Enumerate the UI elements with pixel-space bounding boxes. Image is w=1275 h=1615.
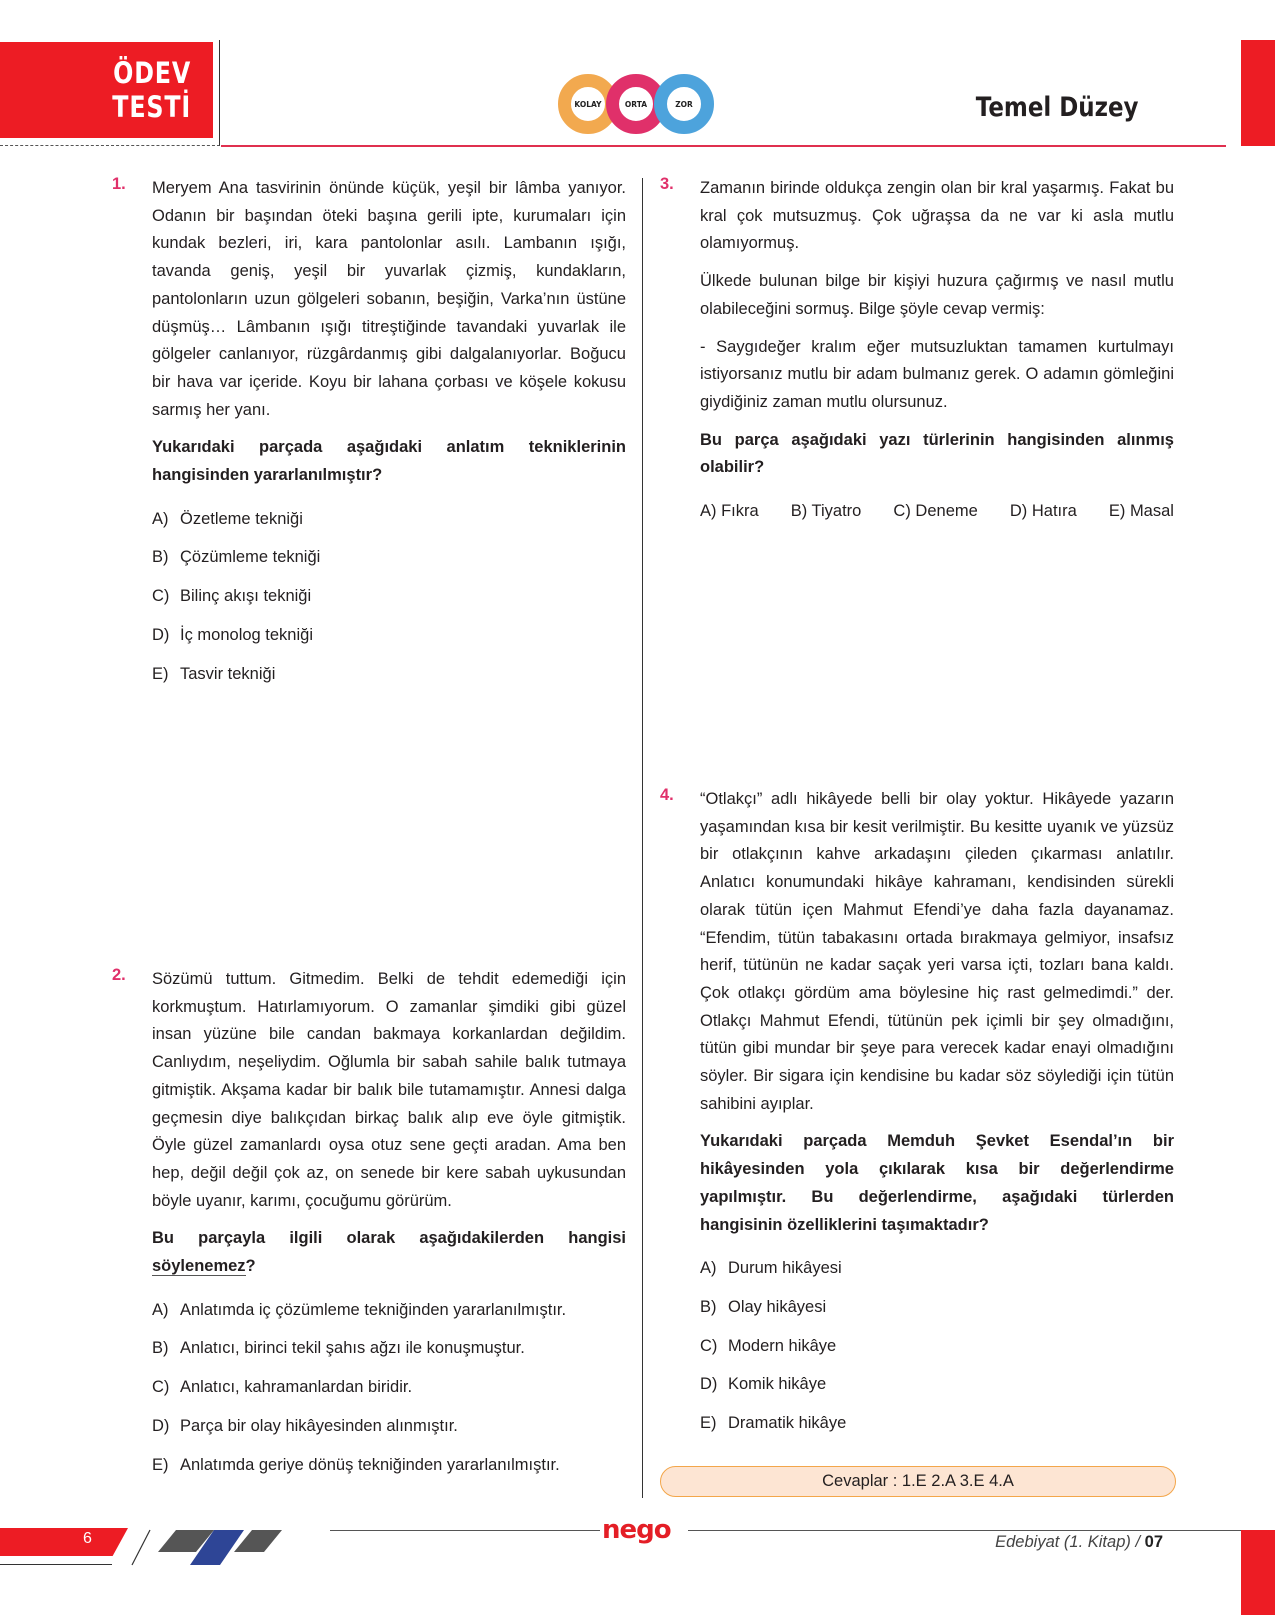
options-row (700, 498, 1174, 526)
difficulty-ring-hard: ZOR (654, 74, 714, 134)
option-e[interactable]: E) Masal (1108, 502, 1174, 521)
header-divider (221, 145, 1226, 147)
option-c[interactable]: C) Deneme (893, 502, 978, 521)
column-divider (642, 178, 643, 1498)
question-stem: Bu parçayla ilgili olarak aşağıdakilerden hangisi söylenemez? (152, 1229, 626, 1276)
question-passage: Meryem Ana tasvirinin önünde küçük, yeşil bir lâmba yanıyor. Odanın bir başından öteki başına gerili ipte, kurumaları için kundak bezleri, iri, kara pantolonlar asılı. Lambanın ışığı, tavanda geniş, yeşil bir yuvarlak çizmiş, kundakların, pantolonların uzun gölgeleri sobanın, beşiğin, Varka’nın üstüne düşmüş… Lâmbanın ışığı titreştiğinde tavandaki yuvarlak ile gölgeler canlanıyor, rüzgârdanmış gibi dalgalanıyorlar. Boğucu bir hava var içeride. Koyu bir lahana çorbası ve köşele kokusu sarmış her yanı. (152, 179, 626, 419)
option-d[interactable]: D) Komik hikâye (700, 1375, 827, 1394)
option-b[interactable]: B) Tiyatro (790, 502, 862, 521)
footer-page-tab (0, 1528, 128, 1556)
option-d[interactable]: D) Parça bir olay hikâyesinden alınmıştır. (152, 1416, 458, 1435)
question-number: 3. (660, 175, 674, 193)
option-d[interactable]: D) İç monolog tekniği (152, 625, 313, 644)
publisher-logo: nego (602, 1515, 671, 1545)
question-3 (700, 175, 1174, 526)
option-e[interactable]: E) Dramatik hikâye (700, 1414, 847, 1433)
difficulty-ring-easy: KOLAY (558, 74, 618, 134)
question-number: 1. (112, 175, 126, 193)
question-passage: “Otlakçı” adlı hikâyede belli bir olay yoktur. Hikâyede yazarın yaşamından kısa bir kesit verilmiştir. Bu kesitte uyanık ve yüzsüz bir otlakçının kahve arkadaşını çileden çıkarması anlatılır. Anlatıcı konumundaki hikâye kahramanı, kendisinden sürekli olarak tütün içen Mahmut Efendi’ye daha fazla dayanamaz. “Efendim, tütün tabakasını ortada bırakmaya gelmiyor, insafsız herif, tütünün ne kadar saçak yeri varsa içti, tozları bana kaldı. Çok otlakçı gördüm ama böylesine hiç rast gelmedimdi.” der. Otlakçı Mahmut Efendi, tütünün pek içimli bir şey olmadığını, tütün gibi mundar bir şeye para verecek kadar enayi olmadığını söyler. Bir sigara için kendisine bu kadar söz söylediği için tütün sahibini ayıplar. (700, 790, 1174, 1113)
question-number: 4. (660, 786, 674, 804)
question-passage: - Saygıdeğer kralım eğer mutsuzluktan tamamen kurtulmayı istiyorsanız mutlu bir adam bulmanız gerek. O adamın gömleğini giydiğiniz zaman mutlu olursunuz. (700, 337, 1174, 411)
book-label: Edebiyat (1. Kitap) / 07 (995, 1533, 1163, 1551)
footer-stripes-icon (110, 1528, 340, 1568)
badge-title: ÖDEV TESTİ (112, 56, 191, 124)
option-b[interactable]: B) Anlatıcı, birinci tekil şahıs ağzı ile konuşmuştur. (152, 1339, 525, 1358)
option-e[interactable]: E) Anlatımda geriye dönüş tekniğinden yararlanılmıştır. (152, 1455, 560, 1474)
option-d[interactable]: D) Hatıra (1009, 502, 1077, 521)
footer-rule (330, 1530, 600, 1531)
option-c[interactable]: C) Bilinç akışı tekniği (152, 587, 312, 606)
option-b[interactable]: B) Çözümleme tekniği (152, 548, 321, 567)
option-a[interactable]: A) Durum hikâyesi (700, 1259, 842, 1278)
option-e[interactable]: E) Tasvir tekniği (152, 664, 276, 683)
option-c[interactable]: C) Anlatıcı, kahramanlardan biridir. (152, 1378, 413, 1397)
answer-key: Cevaplar : 1.E 2.A 3.E 4.A (660, 1466, 1176, 1497)
question-4 (700, 786, 1174, 1449)
option-b[interactable]: B) Olay hikâyesi (700, 1297, 827, 1316)
question-passage: Zamanın birinde oldukça zengin olan bir kral yaşarmış. Fakat bu kral çok mutsuzmuş. Çok uğraşsa da ne var ki asla mutlu olamıyormuş. (700, 179, 1174, 253)
difficulty-ring-medium: ORTA (606, 74, 666, 134)
option-a[interactable]: A) Özetleme tekniği (152, 509, 303, 528)
question-1 (152, 175, 626, 699)
level-title: Temel Düzey (976, 92, 1139, 123)
footer-baseline (0, 1564, 112, 1565)
header-corner-tab (1241, 40, 1275, 146)
question-stem: Yukarıdaki parçada Memduh Şevket Esendal’ın bir hikâyesinden yola çıkılarak kısa bir değerlendirme yapılmıştır. Bu değerlendirme, aşağıdaki türlerden hangisinin özelliklerini taşımaktadır? (700, 1132, 1174, 1234)
footer-corner-tab (1241, 1530, 1275, 1615)
question-stem: Bu parça aşağıdaki yazı türlerinin hangisinden alınmış olabilir? (700, 430, 1174, 477)
question-passage: Sözümü tuttum. Gitmedim. Belki de tehdit edemediği için korkmuştum. Hatırlamıyorum. O zamanlar şimdiki gibi güzel insan yüzüne bile candan bakmaya korkanlardan değildim. Canlıydım, neşeliydim. Oğlumla bir sabah sahile balık tutmaya gitmiştik. Akşama kadar bir balık bile tutamamıştır. Annesi dalga geçmesin diye balıkçıdan birkaç balık alıp eve öyle gitmiştik. Öyle güzel zamanlardı oysa otuz sene geçti aradan. Ama ben hep, değil değil çok az, on senede bir kere sabah uykusundan böyle uyanır, karımı, çocuğumu görürüm. (152, 970, 626, 1210)
underlined-keyword: söylenemez (152, 1257, 246, 1276)
question-passage: Ülkede bulunan bilge bir kişiyi huzura çağırmış ve nasıl mutlu olabileceğini sormuş. Bilge şöyle cevap vermiş: (700, 272, 1174, 318)
question-2 (152, 966, 626, 1490)
page-number: 6 (83, 1530, 92, 1547)
question-number: 2. (112, 966, 126, 984)
option-c[interactable]: C) Modern hikâye (700, 1336, 837, 1355)
option-a[interactable]: A) Anlatımda iç çözümleme tekniğinden yararlanılmıştır. (152, 1300, 567, 1319)
header-badge (0, 42, 213, 138)
footer-rule (688, 1530, 1275, 1531)
difficulty-rings (558, 74, 728, 138)
question-stem: Yukarıdaki parçada aşağıdaki anlatım tekniklerinin hangisinden yararlanılmıştır? (152, 438, 626, 485)
option-a[interactable]: A) Fıkra (700, 502, 759, 521)
